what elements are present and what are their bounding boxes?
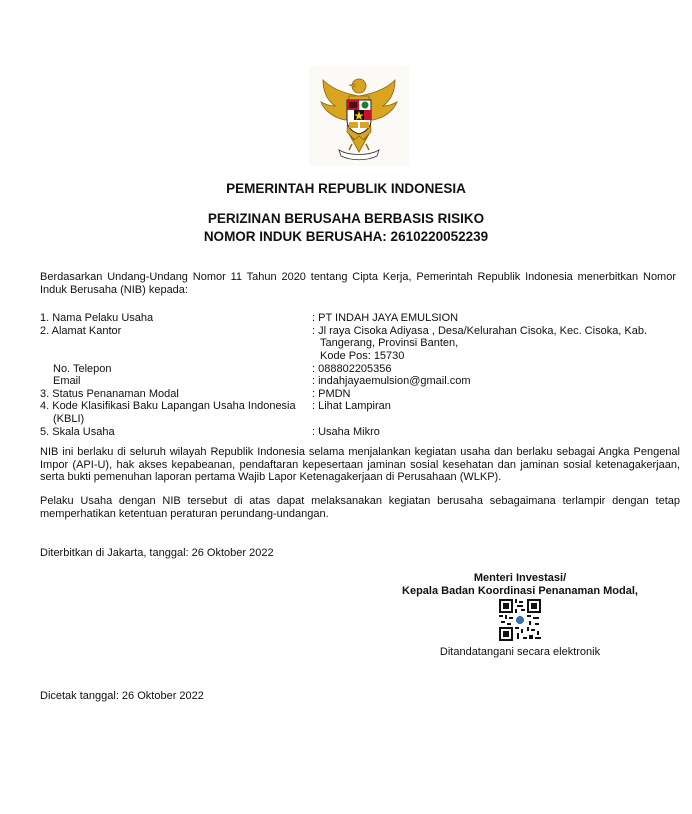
field-row-scale	[40, 426, 680, 439]
field-label	[40, 400, 312, 425]
field-value: : PT INDAH JAYA EMULSION	[312, 312, 459, 324]
printed-date: Dicetak tanggal: 26 Oktober 2022	[40, 690, 204, 702]
field-value	[312, 325, 680, 363]
field-row-email	[40, 375, 680, 388]
field-label: 1. Nama Pelaku Usaha	[40, 312, 154, 324]
field-label: 2. Alamat Kantor	[40, 324, 122, 337]
kbli-label-line: 4. Kode Klasifikasi Baku Lapangan Usaha Indonesia	[40, 400, 296, 413]
nib-number: NOMOR INDUK BERUSAHA: 2610220052239	[203, 229, 489, 244]
field-row-name	[40, 312, 680, 325]
address-line: : Jl raya Cisoka Adiyasa , Desa/Kelurahan Cisoka, Kec. Cisoka, Kab.	[312, 324, 648, 337]
field-value: : indahjayaemulsion@gmail.com	[312, 375, 471, 388]
garuda-emblem-icon	[309, 66, 409, 166]
address-line: Tangerang, Provinsi Banten,	[320, 337, 459, 350]
compliance-paragraph: Pelaku Usaha dengan NIB tersebut di atas dapat melaksanakan kegiatan berusaha sebagaimana terlampir dengan tetap memperhatikan ketentuan peraturan perundang-undangan.	[40, 495, 680, 520]
address-line: Kode Pos: 15730	[320, 349, 405, 362]
field-value: : 088802205356	[312, 362, 392, 375]
field-row-address	[40, 325, 680, 363]
intro-paragraph: Berdasarkan Undang-Undang Nomor 11 Tahun 2020 tentang Cipta Kerja, Pemerintah Republik Indonesia menerbitkan Nomor Induk Berusaha (NIB) kepada:	[40, 271, 676, 296]
field-label: 3. Status Penanaman Modal	[40, 387, 179, 400]
kbli-label-line: (KBLI)	[53, 413, 85, 426]
field-value: : Lihat Lampiran	[312, 400, 391, 413]
field-row-kbli	[40, 400, 680, 425]
electronic-signature-note: Ditandatangani secara elektronik	[439, 646, 601, 658]
government-title: PEMERINTAH REPUBLIK INDONESIA	[226, 181, 466, 196]
field-row-status	[40, 388, 680, 401]
signatory-title: Menteri Investasi/	[473, 572, 567, 584]
field-row-phone	[40, 363, 680, 376]
validity-paragraph: NIB ini berlaku di seluruh wilayah Republik Indonesia selama menjalankan kegiatan usaha dan berlaku sebagai Angka Pengenal Impor (API-U), hak akses kepabeanan, pendaftaran kepesertaan jaminan sosial kesehatan dan jaminan sosial ketenagakerjaan, serta bukti pemenuhan laporan pertama Wajib Lapor Ketenagakerjaan di Perusahaan (WLKP).	[40, 446, 680, 484]
qr-code-icon	[499, 599, 541, 641]
field-label: Email	[53, 375, 81, 388]
field-label: 5. Skala Usaha	[40, 425, 115, 438]
signatory-office: Kepala Badan Koordinasi Penanaman Modal,	[402, 585, 638, 597]
business-details	[40, 312, 680, 438]
field-label: No. Telepon	[53, 362, 112, 375]
field-value: : PMDN	[312, 387, 351, 400]
issued-date: Diterbitkan di Jakarta, tanggal: 26 Oktober 2022	[40, 547, 274, 559]
document-title: PERIZINAN BERUSAHA BERBASIS RISIKO	[207, 211, 485, 226]
field-value: : Usaha Mikro	[312, 425, 380, 438]
